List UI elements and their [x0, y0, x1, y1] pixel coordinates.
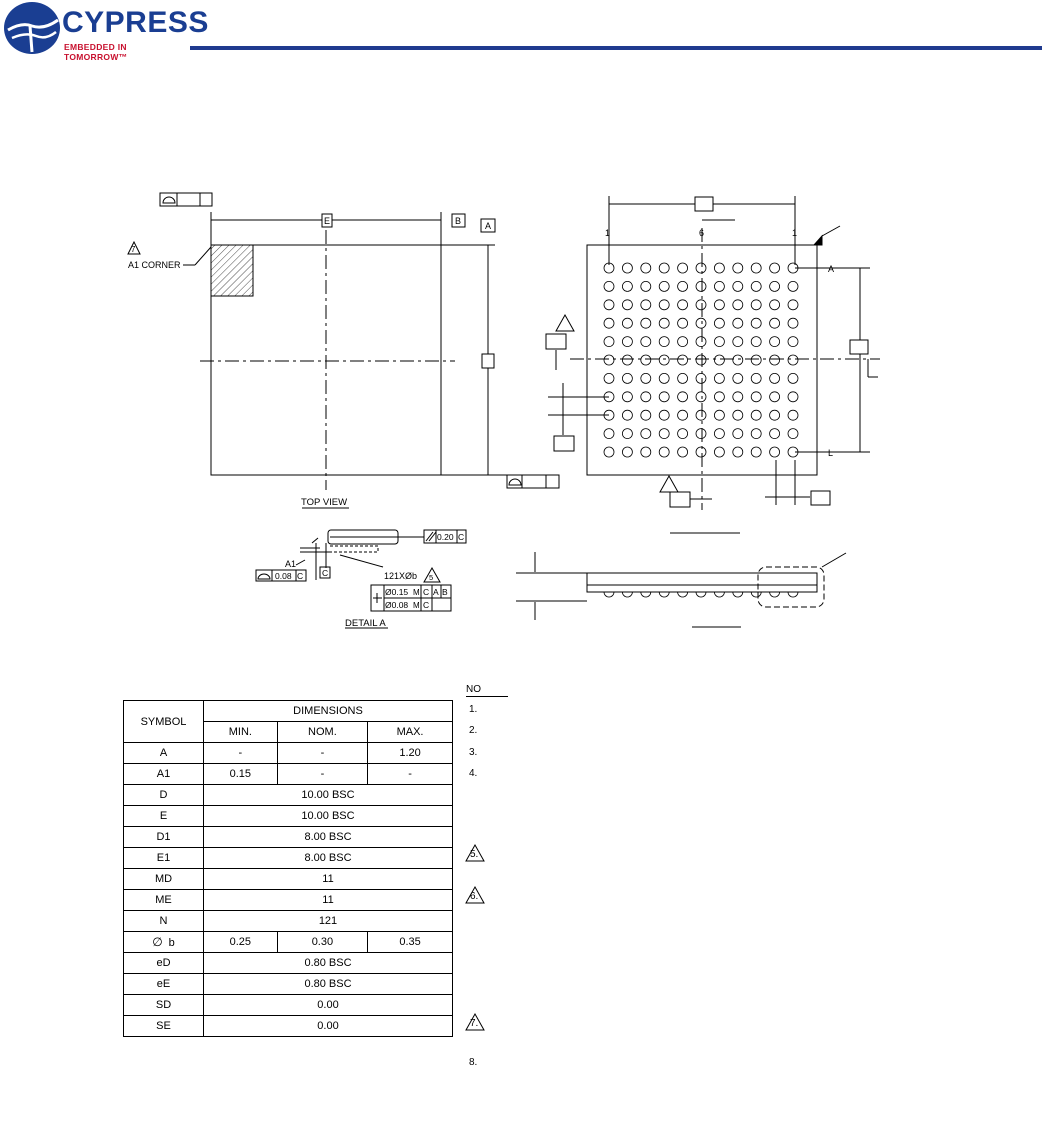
a1-corner-label: A1 CORNER	[128, 260, 181, 270]
solder-ball	[678, 318, 688, 328]
solder-ball	[641, 281, 651, 291]
note-6: 6.	[470, 891, 479, 902]
solder-ball	[788, 318, 798, 328]
solder-ball	[770, 263, 780, 273]
table-row	[124, 764, 453, 785]
row-symbol: A1	[124, 764, 204, 785]
solder-ball	[659, 373, 669, 383]
solder-ball	[788, 300, 798, 310]
solder-ball	[733, 318, 743, 328]
solder-ball	[751, 355, 761, 365]
solder-ball	[604, 337, 614, 347]
solder-ball	[604, 355, 614, 365]
solder-ball	[770, 337, 780, 347]
solder-ball	[733, 373, 743, 383]
solder-ball	[659, 355, 669, 365]
dimensions-header: DIMENSIONS	[204, 701, 453, 722]
solder-ball	[788, 429, 798, 439]
side-solder-ball	[678, 592, 688, 597]
row-symbol: MD	[124, 869, 204, 890]
max-header: MAX.	[368, 722, 453, 743]
pos-tol-1-m: M	[413, 588, 420, 597]
solder-ball	[641, 429, 651, 439]
flatness-frame-top	[160, 193, 212, 206]
table-row	[124, 806, 453, 827]
nom-header: NOM.	[277, 722, 367, 743]
side-solder-ball	[696, 592, 706, 597]
solder-ball	[751, 300, 761, 310]
solder-ball	[641, 355, 651, 365]
solder-ball	[678, 392, 688, 402]
note-4: 4.	[469, 768, 478, 779]
solder-ball	[622, 263, 632, 273]
solder-ball	[696, 392, 706, 402]
row-value: 8.00 BSC	[204, 827, 453, 848]
ball-grid	[604, 263, 798, 457]
solder-ball	[622, 318, 632, 328]
solder-ball	[751, 447, 761, 457]
flatness-frame-bottom	[507, 475, 559, 488]
solder-ball	[622, 392, 632, 402]
solder-ball	[604, 373, 614, 383]
solder-ball	[659, 263, 669, 273]
side-solder-ball	[751, 592, 761, 597]
solder-ball	[751, 373, 761, 383]
solder-ball	[696, 318, 706, 328]
row-min: 0.15	[204, 764, 278, 785]
solder-ball	[622, 410, 632, 420]
row-symbol: D	[124, 785, 204, 806]
solder-ball	[604, 318, 614, 328]
solder-ball	[641, 447, 651, 457]
datum-e: E	[324, 216, 331, 226]
diameter-icon: ∅	[152, 935, 163, 949]
table-row	[124, 827, 453, 848]
row-value: 11	[204, 869, 453, 890]
table-row	[124, 974, 453, 995]
side-solder-ball	[659, 592, 669, 597]
solder-ball	[788, 410, 798, 420]
column-6-label: 6	[699, 228, 705, 238]
detail-a-label: DETAIL A	[345, 618, 386, 629]
row-a-label: A	[828, 264, 835, 274]
solder-ball	[751, 429, 761, 439]
solder-ball	[733, 263, 743, 273]
solder-ball	[714, 355, 724, 365]
row-symbol: eD	[124, 953, 204, 974]
row-min: -	[204, 743, 278, 764]
solder-ball	[659, 300, 669, 310]
table-row	[124, 953, 453, 974]
solder-ball	[678, 410, 688, 420]
row-value: 11	[204, 890, 453, 911]
solder-ball	[751, 281, 761, 291]
solder-ball	[770, 281, 780, 291]
side-solder-ball	[788, 592, 798, 597]
solder-ball	[678, 429, 688, 439]
row-symbol: E1	[124, 848, 204, 869]
datum-a: A	[485, 221, 492, 231]
table-row	[124, 1016, 453, 1037]
solder-ball	[714, 337, 724, 347]
row-nom: 0.30	[277, 932, 367, 953]
flatness-datum: C	[297, 571, 304, 581]
solder-ball	[733, 447, 743, 457]
solder-ball	[714, 392, 724, 402]
solder-ball	[622, 373, 632, 383]
row-symbol: SE	[124, 1016, 204, 1037]
note-1: 1.	[469, 704, 478, 715]
solder-ball	[714, 300, 724, 310]
row-value: 0.00	[204, 1016, 453, 1037]
pos-tol-1: Ø0.15	[385, 587, 409, 597]
solder-ball	[678, 337, 688, 347]
table-row	[124, 848, 453, 869]
row-max: 0.35	[368, 932, 453, 953]
logo-tagline: EMBEDDED IN TOMORROW™	[64, 42, 128, 62]
solder-ball	[678, 373, 688, 383]
solder-ball	[696, 300, 706, 310]
pos-tol-2: Ø0.08	[385, 600, 409, 610]
pos-tol-2-m: M	[413, 601, 420, 610]
solder-ball	[659, 410, 669, 420]
parallel-datum: C	[458, 532, 465, 542]
row-symbol: ME	[124, 890, 204, 911]
row-value: 10.00 BSC	[204, 785, 453, 806]
solder-ball	[696, 263, 706, 273]
solder-ball	[751, 392, 761, 402]
row-value: 10.00 BSC	[204, 806, 453, 827]
note-2: 2.	[469, 725, 478, 736]
side-solder-ball	[641, 592, 651, 597]
datum-b: B	[455, 216, 462, 226]
row-nom: -	[277, 764, 367, 785]
top-view-label: TOP VIEW	[301, 497, 348, 508]
solder-ball	[714, 318, 724, 328]
side-solder-ball	[714, 592, 724, 597]
solder-ball	[751, 318, 761, 328]
table-row	[124, 743, 453, 764]
solder-ball	[714, 429, 724, 439]
solder-ball	[659, 281, 669, 291]
row-symbol: D1	[124, 827, 204, 848]
note-5: 5.	[470, 849, 479, 860]
dimensions-table	[123, 700, 453, 1037]
solder-ball	[714, 373, 724, 383]
table-row	[124, 785, 453, 806]
ball-note-num: 5	[429, 573, 434, 582]
solder-ball	[678, 355, 688, 365]
min-header: MIN.	[204, 722, 278, 743]
solder-ball	[751, 263, 761, 273]
solder-ball	[714, 281, 724, 291]
solder-ball	[788, 337, 798, 347]
pos-tol-1-b: B	[442, 587, 448, 597]
side-solder-ball	[622, 592, 632, 597]
row-symbol: N	[124, 911, 204, 932]
row-min: 0.25	[204, 932, 278, 953]
a1-corner-note-num: 7	[131, 245, 136, 254]
solder-ball	[770, 447, 780, 457]
solder-ball	[641, 392, 651, 402]
row-symbol: E	[124, 806, 204, 827]
solder-ball	[733, 337, 743, 347]
solder-ball	[641, 300, 651, 310]
side-solder-ball	[770, 592, 780, 597]
solder-ball	[641, 373, 651, 383]
logo-word: CYPRESS	[62, 6, 209, 39]
row-value: 0.00	[204, 995, 453, 1016]
solder-ball	[622, 281, 632, 291]
solder-ball	[696, 281, 706, 291]
row-symbol: A	[124, 743, 204, 764]
solder-ball	[622, 429, 632, 439]
solder-ball	[733, 429, 743, 439]
column-11-label: 1	[792, 228, 798, 238]
solder-ball	[659, 429, 669, 439]
notes-title: NO	[466, 684, 508, 697]
row-nom: -	[277, 743, 367, 764]
side-view-balls	[604, 592, 798, 597]
flatness-value: 0.08	[275, 571, 292, 581]
solder-ball	[770, 300, 780, 310]
solder-ball	[696, 447, 706, 457]
solder-ball	[678, 300, 688, 310]
row-value: 8.00 BSC	[204, 848, 453, 869]
note-3: 3.	[469, 747, 478, 758]
solder-ball	[770, 318, 780, 328]
solder-ball	[770, 355, 780, 365]
solder-ball	[733, 392, 743, 402]
solder-ball	[733, 355, 743, 365]
solder-ball	[622, 447, 632, 457]
solder-ball	[604, 447, 614, 457]
symbol-header: SYMBOL	[124, 701, 204, 743]
parallel-value: 0.20	[437, 532, 454, 542]
solder-ball	[696, 337, 706, 347]
a1-label: A1	[285, 559, 297, 569]
solder-ball	[678, 281, 688, 291]
table-row	[124, 932, 453, 953]
solder-ball	[659, 337, 669, 347]
solder-ball	[714, 447, 724, 457]
solder-ball	[604, 429, 614, 439]
solder-ball	[678, 263, 688, 273]
row-max: -	[368, 764, 453, 785]
solder-ball	[622, 300, 632, 310]
row-value: 0.80 BSC	[204, 974, 453, 995]
row-symbol-b	[124, 932, 204, 953]
note-7: 7.	[470, 1018, 479, 1029]
solder-ball	[604, 281, 614, 291]
column-1-label: 1	[605, 228, 611, 238]
pos-tol-1-c: C	[423, 587, 430, 597]
solder-ball	[751, 410, 761, 420]
row-value: 121	[204, 911, 453, 932]
solder-ball	[733, 300, 743, 310]
solder-ball	[714, 410, 724, 420]
solder-ball	[770, 373, 780, 383]
pos-tol-1-a: A	[433, 587, 439, 597]
solder-ball	[659, 318, 669, 328]
solder-ball	[770, 410, 780, 420]
solder-ball	[733, 281, 743, 291]
note-8: 8.	[469, 1057, 478, 1068]
side-solder-ball	[733, 592, 743, 597]
solder-ball	[641, 410, 651, 420]
solder-ball	[696, 429, 706, 439]
solder-ball	[788, 281, 798, 291]
solder-ball	[622, 337, 632, 347]
solder-ball	[622, 355, 632, 365]
solder-ball	[788, 392, 798, 402]
row-value: 0.80 BSC	[204, 953, 453, 974]
solder-ball	[641, 263, 651, 273]
table-row	[124, 869, 453, 890]
solder-ball	[714, 263, 724, 273]
side-solder-ball	[604, 592, 614, 597]
solder-ball	[659, 392, 669, 402]
solder-ball	[696, 373, 706, 383]
datum-c: C	[322, 568, 329, 578]
row-symbol: SD	[124, 995, 204, 1016]
table-row	[124, 911, 453, 932]
table-row	[124, 890, 453, 911]
solder-ball	[641, 318, 651, 328]
solder-ball	[696, 410, 706, 420]
row-l-label: L	[828, 448, 834, 458]
row-symbol: eE	[124, 974, 204, 995]
solder-ball	[788, 373, 798, 383]
solder-ball	[604, 300, 614, 310]
row-max: 1.20	[368, 743, 453, 764]
solder-ball	[751, 337, 761, 347]
solder-ball	[659, 447, 669, 457]
a1-corner-hatch	[211, 245, 253, 296]
solder-ball	[733, 410, 743, 420]
ball-count-label: 121XØb	[384, 571, 418, 581]
solder-ball	[770, 429, 780, 439]
solder-ball	[770, 392, 780, 402]
solder-ball	[678, 447, 688, 457]
solder-ball	[641, 337, 651, 347]
solder-ball	[788, 355, 798, 365]
table-row	[124, 995, 453, 1016]
solder-ball	[696, 355, 706, 365]
row-symbol: b	[168, 937, 175, 949]
pos-tol-2-c: C	[423, 600, 430, 610]
